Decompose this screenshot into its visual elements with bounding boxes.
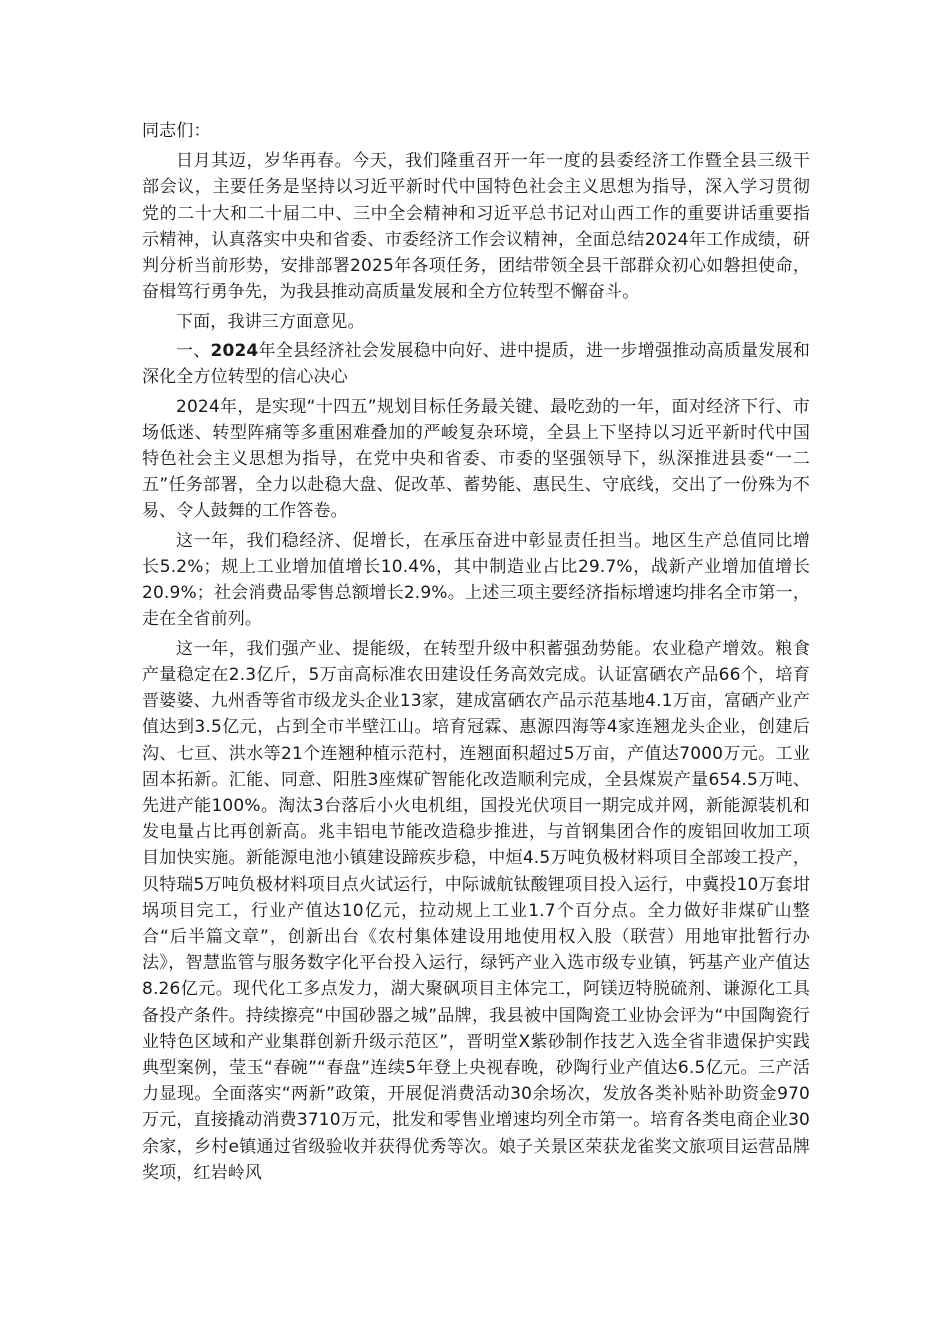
section-heading-text: 年全县经济社会发展稳中向好、进中提质，进一步增强推动高质量发展和深化全方位转型的信心决心 bbox=[142, 341, 810, 388]
section-heading-prefix: 一、 bbox=[176, 341, 211, 361]
body-paragraph-industry: 这一年，我们强产业、提能级，在转型升级中积蓄强劲势能。农业稳产增效。粮食产量稳定在2.3亿斤，5万亩高标准农田建设任务高效完成。认证富硒农产品66个，培育晋婆婆、九州香等省市级龙头企业13家，建成富硒农产品示范基地4.1万亩，富硒产业产值达到3.5亿元，占到全市半壁江山。培育冠霖、惠源四海等4家连翘龙头企业，创建后沟、七亘、洪水等21个连翘种植示范村，连翘面积超过5万亩，产值达7000万元。工业固本拓新。汇能、同意、阳胜3座煤矿智能化改造顺利完成，全县煤炭产量654.5万吨、先进产能100%。淘汰3台落后小火电机组，国投光伏项目一期完成并网，新能源装机和发电量占比再创新高。兆丰铝电节能改造稳步推进，与首钢集团合作的废铝回收加工项目加快实施。新能源电池小镇建设蹄疾步稳，中烜4.5万吨负极材料项目全部竣工投产，贝特瑞5万吨负极材料项目点火试运行，中际诚航钛酸锂项目投入运行，中冀投10万套坩埚项目完工，行业产值达10亿元，拉动规上工业1.7个百分点。全力做好非煤矿山整合“后半篇文章”，创新出台《农村集体建设用地使用权入股（联营）用地审批暂行办法》，智慧监管与服务数字化平台投入运行，绿钙产业入选市级专业镇，钙基产业产值达8.26亿元。现代化工多点发力，湖大聚砜项目主体完工，阿镁迈特脱硫剂、谦源化工具备投产条件。持续擦亮“中国砂器之城”品牌，我县被中国陶瓷工业协会评为“中国陶瓷行业特色区域和产业集群创新升级示范区”，晋明堂X紫砂制作技艺入选全省非遗保护实践典型案例，莹玉“春碗”“春盘”连续5年登上央视春晚，砂陶行业产值达6.5亿元。三产活力显现。全面落实“两新”政策，开展促消费活动30余场次，发放各类补贴补助资金970万元，直接撬动消费3710万元，批发和零售业增速均列全市第一。培育各类电商企业30余家，乡村e镇通过省级验收并获得优秀等次。娘子关景区荣获龙雀奖文旅项目运营品牌奖项，红岩岭风 bbox=[142, 638, 810, 1183]
section-heading-year: 2024 bbox=[210, 341, 259, 361]
salutation: 同志们： bbox=[142, 121, 211, 141]
body-paragraph-overview: 2024年，是实现“十四五”规划目标任务最关键、最吃劲的一年，面对经济下行、市场低迷、转型阵痛等多重困难叠加的严峻复杂环境，全县上下坚持以习近平新时代中国特色社会主义思想为指导，在党中央和省委、市委的坚强领导下，纵深推进县委“一二五”任务部署，全力以赴稳大盘、促改革、蓄势能、惠民生、守底线，交出了一份殊为不易、令人鼓舞的工作答卷。 bbox=[142, 396, 810, 522]
document-page bbox=[142, 118, 810, 1189]
outline-intro-paragraph: 下面，我讲三方面意见。 bbox=[176, 311, 365, 332]
opening-paragraph: 日月其迈，岁华再春。今天，我们隆重召开一年一度的县委经济工作暨全县三级干部会议，主要任务是坚持以习近平新时代中国特色社会主义思想为指导，深入学习贯彻党的二十大和二十届二中、三中全会精神和习近平总书记对山西工作的重要讲话重要指示精神，认真落实中央和省委、市委经济工作会议精神，全面总结2024年工作成绩，研判分析当前形势，安排部署2025年各项任务，团结带领全县干部群众初心如磐担使命，奋楫笃行勇争先，为我县推动高质量发展和全方位转型不懈奋斗。 bbox=[142, 151, 810, 303]
section-heading-1 bbox=[142, 338, 810, 390]
body-paragraph-economy: 这一年，我们稳经济、促增长，在承压奋进中彰显责任担当。地区生产总值同比增长5.2%；规上工业增加值增长10.4%，其中制造业占比29.7%，战新产业增加值增长20.9%；社会消费品零售总额增长2.9%。上述三项主要经济指标增速均排名全市第一，走在全省前列。 bbox=[142, 530, 810, 630]
